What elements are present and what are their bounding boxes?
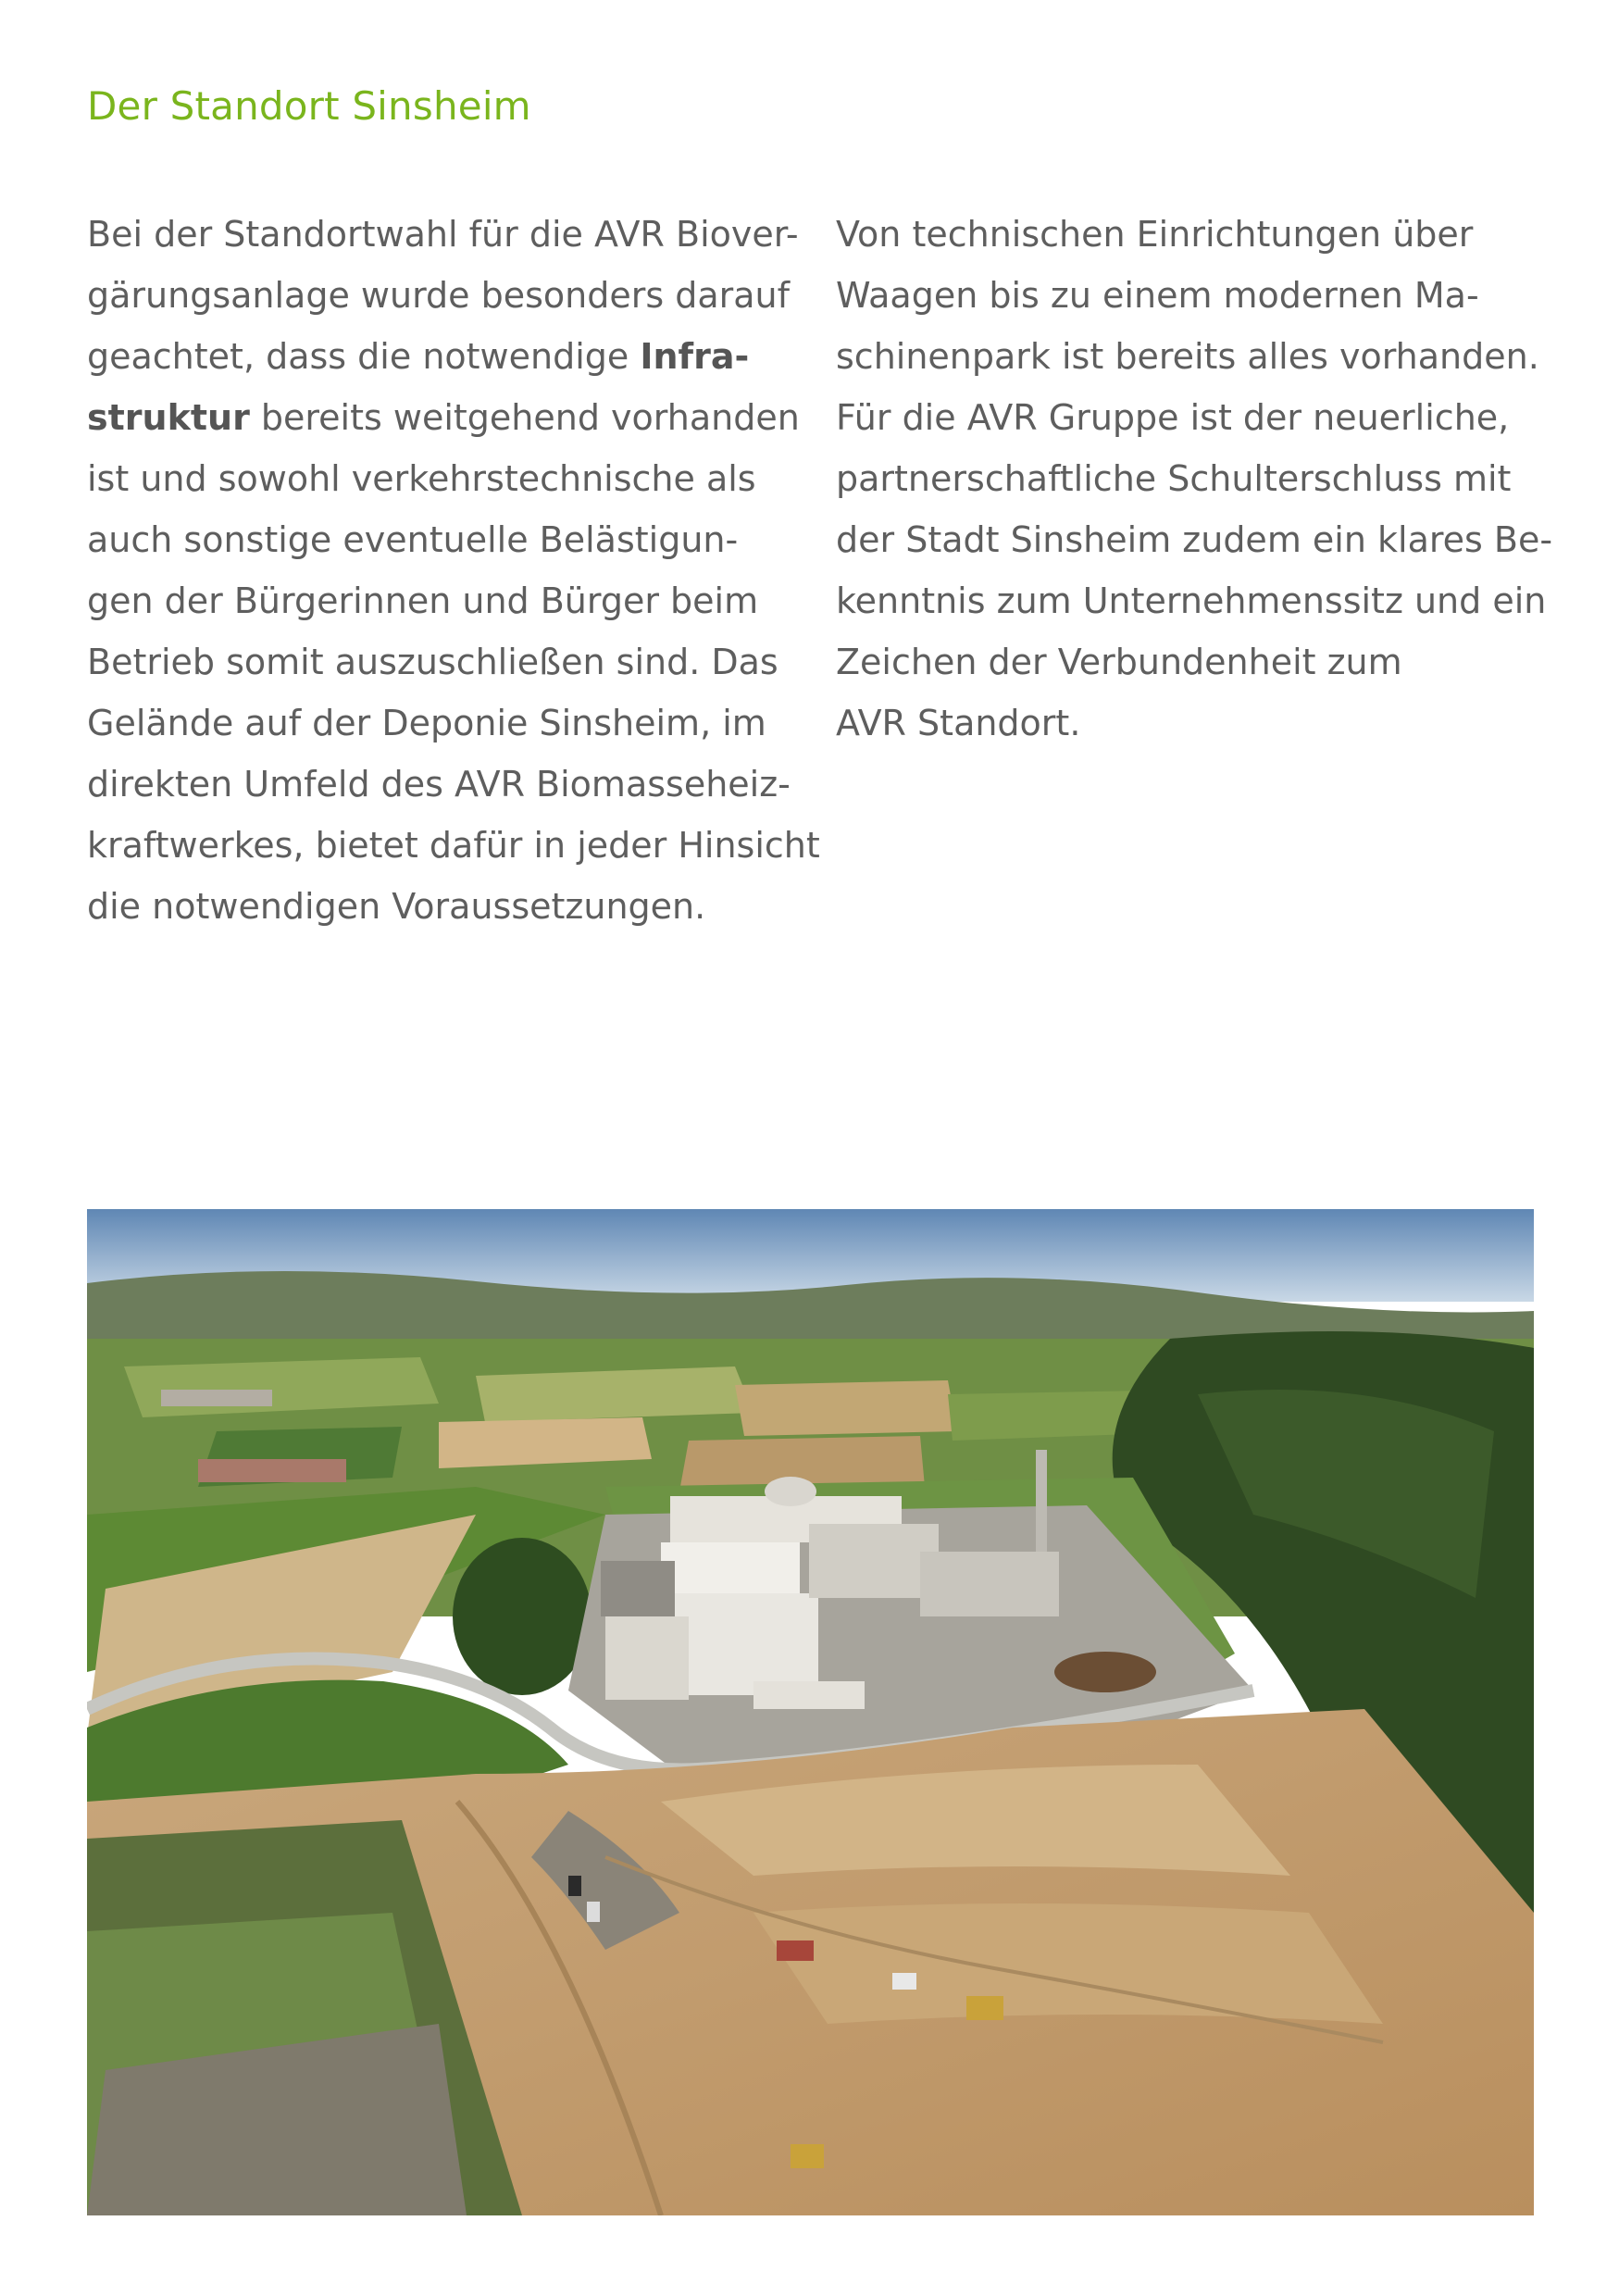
excavator bbox=[966, 1996, 1003, 2020]
text-line: kraftwerkes, bietet dafür in jeder Hinsicht bbox=[87, 825, 820, 866]
text-line: partnerschaftliche Schulterschluss mit bbox=[836, 458, 1512, 499]
dirt-pile bbox=[1054, 1652, 1156, 1692]
text-line: direkten Umfeld des AVR Biomasseheiz- bbox=[87, 764, 791, 805]
bulldozer bbox=[791, 2144, 824, 2168]
text-line: Betrieb somit auszuschließen sind. Das bbox=[87, 642, 778, 682]
chimney bbox=[1036, 1450, 1047, 1552]
text-column-right bbox=[836, 204, 1553, 754]
page-title: Der Standort Sinsheim bbox=[87, 83, 531, 129]
text-line: die notwendigen Voraussetzungen. bbox=[87, 886, 706, 927]
vehicle bbox=[587, 1902, 600, 1922]
text-column-left bbox=[87, 204, 820, 937]
text-fragment: geachtet, dass die notwendige bbox=[87, 336, 641, 377]
vehicle bbox=[568, 1876, 581, 1896]
text-fragment: bereits weitgehend vorhanden bbox=[249, 397, 800, 438]
text-line: Gelände auf der Deponie Sinsheim, im bbox=[87, 703, 766, 743]
text-line: Waagen bis zu einem modernen Ma- bbox=[836, 275, 1479, 316]
text-line: Von technischen Einrichtungen über bbox=[836, 214, 1474, 255]
tree-cluster bbox=[453, 1538, 592, 1695]
building bbox=[605, 1616, 689, 1700]
text-line: gärungsanlage wurde besonders darauf bbox=[87, 275, 791, 316]
text-line bbox=[87, 326, 791, 387]
bold-term: Infra- bbox=[640, 336, 750, 377]
text-line: Bei der Standortwahl für die AVR Biover- bbox=[87, 214, 799, 255]
building bbox=[920, 1552, 1059, 1616]
text-line: auch sonstige eventuelle Belästigun- bbox=[87, 519, 739, 560]
building bbox=[661, 1542, 800, 1593]
aerial-photo bbox=[87, 1209, 1534, 2215]
bold-term: struktur bbox=[87, 397, 250, 438]
building bbox=[670, 1593, 818, 1695]
text-line: AVR Standort. bbox=[836, 703, 1081, 743]
truck bbox=[777, 1940, 814, 1961]
text-line: der Stadt Sinsheim zudem ein klares Be- bbox=[836, 519, 1553, 560]
text-line: kenntnis zum Unternehmenssitz und ein bbox=[836, 580, 1547, 621]
text-line: Zeichen der Verbundenheit zum bbox=[836, 642, 1402, 682]
text-line: schinenpark ist bereits alles vorhanden. bbox=[836, 336, 1539, 377]
text-line: gen der Bürgerinnen und Bürger beim bbox=[87, 580, 759, 621]
building bbox=[809, 1524, 939, 1598]
vehicle bbox=[892, 1973, 916, 1990]
village bbox=[198, 1459, 346, 1482]
text-line: ist und sowohl verkehrstechnische als bbox=[87, 458, 756, 499]
aerial-photo-illustration bbox=[87, 1209, 1534, 2215]
text-line: Für die AVR Gruppe ist der neuerliche, bbox=[836, 397, 1510, 438]
text-line bbox=[87, 387, 800, 448]
